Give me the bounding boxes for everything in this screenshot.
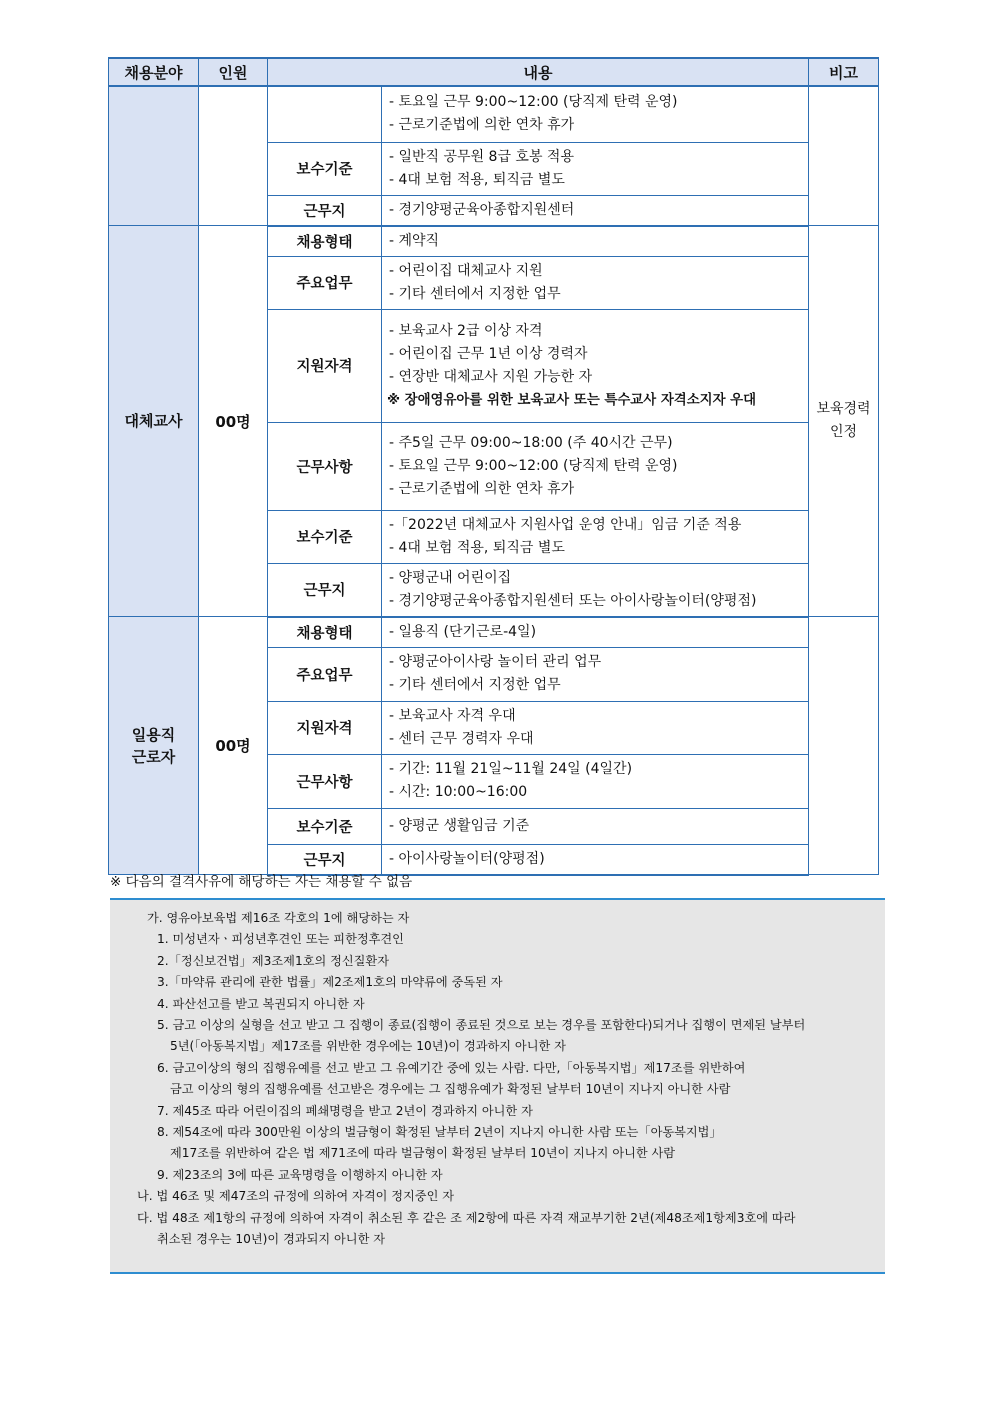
content-line: - 어린이집 대체교사 지원 bbox=[389, 262, 543, 279]
content-line: - 근로기준법에 의한 연차 휴가 bbox=[389, 480, 575, 497]
content-line: - 양평군 생활임금 기준 bbox=[389, 817, 530, 834]
disqualification-item: 가. 영유아보육법 제16조 각호의 1에 해당하는 자 bbox=[147, 911, 410, 925]
content-line: - 4대 보험 적용, 퇴직금 별도 bbox=[389, 539, 565, 556]
content-cell bbox=[382, 647, 809, 701]
row-label-place: 근무지 bbox=[268, 195, 382, 226]
note-daily-worker bbox=[809, 617, 879, 875]
disqualification-notice: ※ 다음의 결격사유에 해당하는 자는 채용할 수 없음 bbox=[110, 874, 413, 890]
content-cell bbox=[382, 701, 809, 754]
category-substitute-teacher: 대체교사 bbox=[109, 226, 199, 617]
content-cell bbox=[382, 226, 809, 257]
count-daily-worker: 00명 bbox=[199, 617, 268, 875]
row-label-qualification: 지원자격 bbox=[268, 309, 382, 422]
disqualification-item: 다. 법 48조 제1항의 규정에 의하여 자격이 취소된 후 같은 조 제2항에 따른 자격 재교부기한 2년(제48조제1항제3호에 따라 bbox=[137, 1210, 796, 1225]
header-count: 인원 bbox=[199, 58, 268, 86]
content-line: -「2022년 대체교사 지원사업 운영 안내」임금 기준 적용 bbox=[389, 516, 742, 533]
content-line: - 기간: 11월 21일~11월 24일 (4일간) bbox=[389, 761, 633, 777]
count-cell-continued bbox=[199, 86, 268, 226]
content-cell bbox=[382, 86, 809, 142]
table-header-row bbox=[109, 58, 879, 86]
content-line: - 주5일 근무 09:00~18:00 (주 40시간 근무) bbox=[389, 434, 673, 451]
row-label-place: 근무지 bbox=[268, 844, 382, 875]
preference-note: ※ 장애영유아를 위한 보육교사 또는 특수교사 자격소지자 우대 bbox=[387, 392, 757, 408]
table-row bbox=[109, 617, 879, 648]
content-line: - 4대 보험 적용, 퇴직금 별도 bbox=[389, 171, 565, 188]
category-line: 근로자 bbox=[131, 747, 176, 766]
row-label-duty: 주요업무 bbox=[268, 647, 382, 701]
disqualification-item: 6. 금고이상의 형의 집행유예를 선고 받고 그 유예기간 중에 있는 사람. 다만,「아동복지법」제17조를 위반하여 bbox=[157, 1060, 746, 1075]
disqualification-box bbox=[110, 898, 885, 1274]
disqualification-item: 3.「마약류 관리에 관한 법률」제2조제1호의 마약류에 중독된 자 bbox=[157, 975, 503, 990]
content-cell bbox=[382, 142, 809, 195]
content-line: - 기타 센터에서 지정한 업무 bbox=[389, 677, 561, 693]
header-content: 내용 bbox=[268, 58, 809, 86]
row-label-place: 근무지 bbox=[268, 563, 382, 617]
disqualification-item: 2.「정신보건법」제3조제1호의 정신질환자 bbox=[157, 953, 389, 968]
recruitment-table-area bbox=[108, 57, 878, 876]
content-cell bbox=[382, 563, 809, 617]
content-cell bbox=[382, 256, 809, 309]
content-cell bbox=[382, 422, 809, 510]
row-label-pay: 보수기준 bbox=[268, 808, 382, 844]
content-line: - 보육교사 자격 우대 bbox=[389, 707, 516, 724]
header-note: 비고 bbox=[809, 58, 879, 86]
content-line: - 근로기준법에 의한 연차 휴가 bbox=[389, 117, 575, 134]
content-line: - 토요일 근무 9:00~12:00 (당직제 탄력 운영) bbox=[389, 94, 678, 111]
disqualification-item: 4. 파산선고를 받고 복권되지 아니한 자 bbox=[157, 996, 365, 1011]
disqualification-item: 나. 법 46조 및 제47조의 규정에 의하여 자격이 정지중인 자 bbox=[137, 1189, 454, 1204]
disqualification-item: 5. 금고 이상의 실형을 선고 받고 그 집행이 종료(집행이 종료된 것으로 보는 경우를 포함한다)되거나 집행이 면제된 날부터 bbox=[157, 1018, 806, 1033]
category-daily-worker bbox=[109, 617, 199, 875]
content-line: - 토요일 근무 9:00~12:00 (당직제 탄력 운영) bbox=[389, 457, 678, 474]
table-row bbox=[109, 226, 879, 257]
disqualification-item: 1. 미성년자ㆍ피성년후견인 또는 피한정후견인 bbox=[157, 932, 404, 947]
table-row bbox=[109, 86, 879, 142]
recruitment-table bbox=[108, 57, 879, 876]
category-cell-continued bbox=[109, 86, 199, 226]
category-line: 일용직 bbox=[131, 725, 176, 744]
row-label-work: 근무사항 bbox=[268, 754, 382, 808]
header-field: 채용분야 bbox=[109, 58, 199, 86]
content-line: - 계약직 bbox=[389, 232, 440, 249]
disqualification-item: 금고 이상의 형의 집행유예를 선고받은 경우에는 그 집행유예가 확정된 날부터 10년이 지나지 아니한 사람 bbox=[170, 1082, 731, 1097]
note-cell-continued bbox=[809, 86, 879, 226]
content-cell bbox=[382, 510, 809, 563]
content-cell bbox=[382, 844, 809, 875]
content-line: - 기타 센터에서 지정한 업무 bbox=[389, 285, 561, 302]
content-line: - 시간: 10:00~16:00 bbox=[389, 784, 528, 800]
content-line: - 경기양평군육아종합지원센터 또는 아이사랑놀이터(양평점) bbox=[389, 592, 757, 609]
row-label-work: 근무사항 bbox=[268, 422, 382, 510]
disqualification-item: 5년(「아동복지법」제17조를 위반한 경우에는 10년)이 경과하지 아니한 자 bbox=[170, 1039, 566, 1054]
note-substitute-teacher bbox=[809, 226, 879, 617]
content-cell bbox=[382, 195, 809, 226]
note-line: 인정 bbox=[829, 424, 858, 440]
disqualification-item: 제17조를 위반하여 같은 법 제71조에 따라 벌금형이 확정된 날부터 10년이 지나지 아니한 사람 bbox=[170, 1146, 676, 1161]
row-label-empty bbox=[268, 86, 382, 142]
content-cell bbox=[382, 309, 809, 422]
content-line: - 어린이집 근무 1년 이상 경력자 bbox=[389, 345, 588, 362]
disqualification-item: 7. 제45조 따라 어린이집의 폐쇄명령을 받고 2년이 경과하지 아니한 자 bbox=[157, 1103, 533, 1118]
disqualification-item: 9. 제23조의 3에 따른 교육명령을 이행하지 아니한 자 bbox=[157, 1167, 443, 1182]
disqualification-item: 취소된 경우는 10년)이 경과되지 아니한 자 bbox=[157, 1232, 386, 1247]
row-label-pay: 보수기준 bbox=[268, 142, 382, 195]
note-line: 보육경력 bbox=[816, 401, 871, 417]
content-line: - 양평군아이사랑 놀이터 관리 업무 bbox=[389, 654, 602, 670]
content-line: - 보육교사 2급 이상 자격 bbox=[389, 322, 543, 339]
count-substitute-teacher: 00명 bbox=[199, 226, 268, 617]
row-label-type: 채용형태 bbox=[268, 617, 382, 648]
content-line: - 아이사랑놀이터(양평점) bbox=[389, 850, 545, 867]
row-label-pay: 보수기준 bbox=[268, 510, 382, 563]
content-cell bbox=[382, 617, 809, 648]
content-line: - 양평군내 어린이집 bbox=[389, 569, 512, 586]
content-line: - 센터 근무 경력자 우대 bbox=[389, 730, 534, 747]
content-line: - 일용직 (단기근로-4일) bbox=[389, 623, 537, 640]
row-label-qualification: 지원자격 bbox=[268, 701, 382, 754]
row-label-duty: 주요업무 bbox=[268, 256, 382, 309]
disqualification-item: 8. 제54조에 따라 300만원 이상의 벌금형이 확정된 날부터 2년이 지나지 아니한 사람 또는「아동복지법」 bbox=[157, 1125, 722, 1140]
content-cell bbox=[382, 808, 809, 844]
content-cell bbox=[382, 754, 809, 808]
content-line: - 경기양평군육아종합지원센터 bbox=[389, 201, 575, 218]
content-line: - 연장반 대체교사 지원 가능한 자 bbox=[389, 368, 593, 385]
content-line: - 일반직 공무원 8급 호봉 적용 bbox=[389, 148, 574, 165]
row-label-type: 채용형태 bbox=[268, 226, 382, 257]
